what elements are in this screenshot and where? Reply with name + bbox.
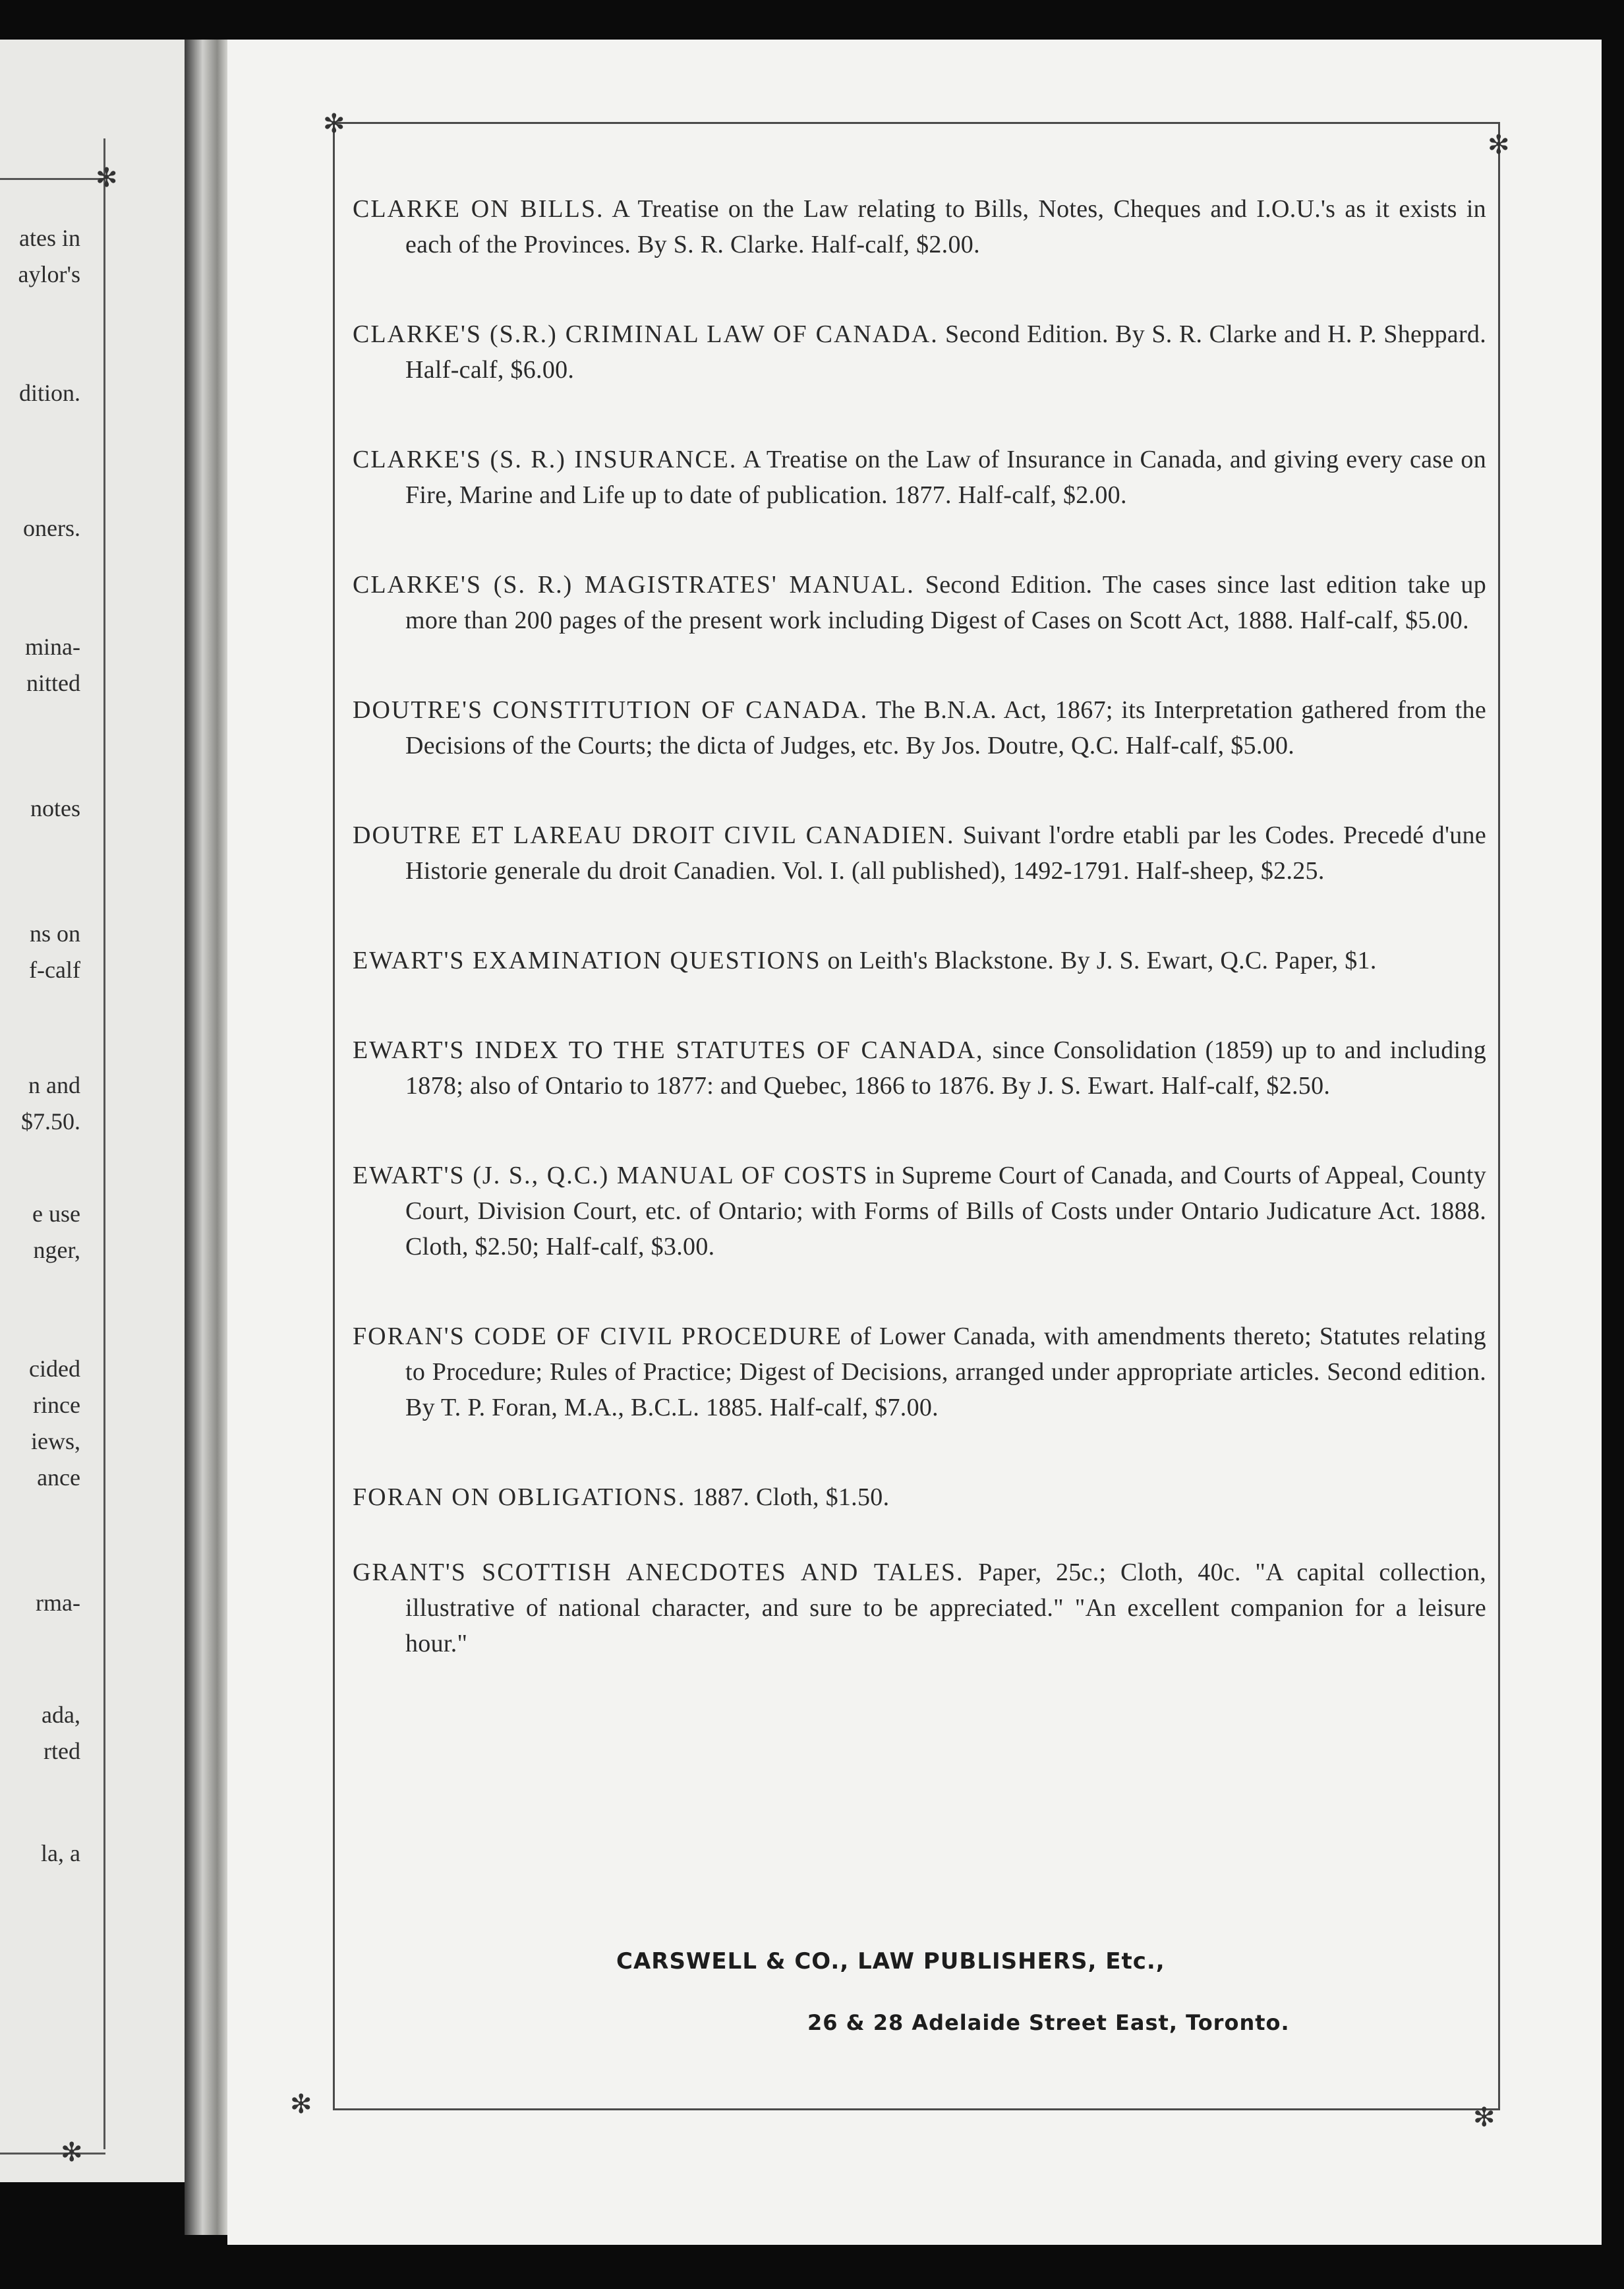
entry-title: FORAN'S CODE OF CIVIL PROCEDURE: [353, 1323, 842, 1350]
left-page-fragment: nger,: [33, 1237, 80, 1263]
left-page-border-top: [0, 178, 105, 180]
catalogue-entry: [353, 1319, 1486, 1425]
catalogue-entry: [353, 567, 1486, 638]
left-page-fragment: dition.: [18, 380, 80, 406]
left-page-border-bottom: [0, 2153, 105, 2155]
left-facing-page: [0, 40, 198, 2182]
left-page-fragment: ada,: [42, 1702, 80, 1728]
left-page-fragment: nitted: [26, 670, 80, 696]
corner-ornament-icon: ✻: [323, 109, 345, 138]
entry-description: A Treatise on the Law relating to Bills, Notes, Cheques and I.O.U.'s as it exists in each of the Provinces. By S. R. Clarke. Half-calf, $2.00.: [405, 195, 1486, 258]
entry-description: in Supreme Court of Canada, and Courts of Appeal, County Court, Division Court, etc. of Ontario; with Forms of Bills of Costs under Ontario Judicature Act. 1888. Cloth, $2.50; Half-calf, $3.00.: [405, 1162, 1487, 1261]
corner-ornament-icon: ✻: [61, 2137, 83, 2167]
entry-title: CLARKE ON BILLS.: [353, 195, 604, 223]
left-page-fragment: rted: [44, 1738, 80, 1764]
left-page-fragment: ns on: [29, 920, 80, 947]
entry-title: CLARKE'S (S. R.) MAGISTRATES' MANUAL.: [353, 571, 915, 599]
catalogue-entry: [353, 1158, 1486, 1264]
entry-description: of Lower Canada, with amendments thereto; Statutes relating to Procedure; Rules of Practice; Digest of Decisions, arranged under appropriate articles. Second edition. By T. P. Foran, M.A., B.C.L. 1885. Half-calf, $7.00.: [405, 1323, 1486, 1421]
left-page-fragment: cided: [29, 1355, 80, 1382]
left-page-fragment: notes: [30, 795, 80, 821]
left-page-fragment: $7.50.: [21, 1108, 80, 1135]
left-page-fragment: mina-: [25, 634, 80, 660]
catalogue-entry: [353, 1479, 1486, 1515]
entry-description: A Treatise on the Law of Insurance in Canada, and giving every case on Fire, Marine and Life up to date of publication. 1877. Half-calf, $2.00.: [405, 446, 1486, 509]
catalogue-entry: [353, 1555, 1486, 1661]
left-page-fragment: ance: [37, 1464, 80, 1491]
entry-description: The B.N.A. Act, 1867; its Interpretation gathered from the Decisions of the Courts; the dicta of Judges, etc. By Jos. Doutre, Q.C. Half-calf, $5.00.: [405, 696, 1486, 759]
entry-description: Second Edition. The cases since last edition take up more than 200 pages of the present work including Digest of Cases on Scott Act, 1888. Half-calf, $5.00.: [405, 571, 1486, 634]
entry-title: EWART'S EXAMINATION QUESTIONS: [353, 947, 821, 974]
left-page-fragment: la, a: [41, 1840, 80, 1866]
catalogue-entries: [353, 191, 1486, 1715]
publisher-name: CARSWELL & CO., LAW PUBLISHERS, Etc.,: [616, 1948, 1165, 1975]
catalogue-entry: [353, 1032, 1486, 1104]
corner-ornament-icon: ✻: [1488, 130, 1510, 160]
entry-title: EWART'S INDEX TO THE STATUTES OF CANADA,: [353, 1036, 984, 1064]
left-page-fragment: oners.: [23, 515, 80, 541]
left-page-fragment: f-calf: [29, 957, 80, 983]
corner-ornament-icon: ✻: [290, 2089, 312, 2119]
catalogue-entry: [353, 692, 1486, 763]
catalogue-entry: [353, 191, 1486, 262]
entry-title: CLARKE'S (S. R.) INSURANCE.: [353, 446, 738, 473]
left-page-border-vertical: [103, 138, 105, 2149]
entry-description: 1887. Cloth, $1.50.: [685, 1483, 890, 1511]
corner-ornament-icon: ✻: [1473, 2102, 1495, 2132]
left-page-fragment: aylor's: [18, 261, 80, 287]
corner-ornament-icon: ✻: [96, 163, 118, 193]
left-page-fragment: iews,: [31, 1428, 80, 1454]
publisher-imprint: [616, 1948, 1539, 2035]
entry-title: FORAN ON OBLIGATIONS.: [353, 1483, 686, 1511]
left-page-fragment: n and: [28, 1072, 80, 1098]
entry-description: Second Edition. By S. R. Clarke and H. P. Sheppard. Half-calf, $6.00.: [405, 320, 1487, 384]
left-page-fragment: e use: [32, 1201, 80, 1227]
left-page-fragment: rma-: [36, 1590, 80, 1616]
entry-title: DOUTRE'S CONSTITUTION OF CANADA.: [353, 696, 869, 724]
catalogue-entry: [353, 818, 1486, 889]
entry-title: DOUTRE ET LAREAU DROIT CIVIL CANADIEN.: [353, 821, 955, 849]
entry-title: GRANT'S SCOTTISH ANECDOTES AND TALES.: [353, 1559, 964, 1586]
catalogue-page: [227, 40, 1602, 2245]
publisher-address: 26 & 28 Adelaide Street East, Toronto.: [807, 2010, 1290, 2035]
entry-title: EWART'S (J. S., Q.C.) MANUAL OF COSTS: [353, 1162, 869, 1189]
catalogue-entry: [353, 943, 1486, 978]
entry-description: Suivant l'ordre etabli par les Codes. Precedé d'une Historie generale du droit Canadien. Vol. I. (all published), 1492-1791. Half-sheep, $2.25.: [405, 821, 1486, 885]
entry-description: Paper, 25c.; Cloth, 40c. "A capital collection, illustrative of national character, and sure to be appreciated." "An excellent companion for a leisure hour.": [405, 1559, 1486, 1657]
left-page-fragment: rince: [33, 1392, 80, 1418]
entry-description: since Consolidation (1859) up to and including 1878; also of Ontario to 1877: and Quebec, 1866 to 1876. By J. S. Ewart. Half-calf, $2.50.: [405, 1036, 1486, 1100]
catalogue-entry: [353, 316, 1486, 388]
catalogue-entry: [353, 442, 1486, 513]
entry-title: CLARKE'S (S.R.) CRIMINAL LAW OF CANADA.: [353, 320, 939, 348]
left-page-fragment: ates in: [19, 225, 80, 251]
entry-description: on Leith's Blackstone. By J. S. Ewart, Q.C. Paper, $1.: [821, 947, 1377, 974]
